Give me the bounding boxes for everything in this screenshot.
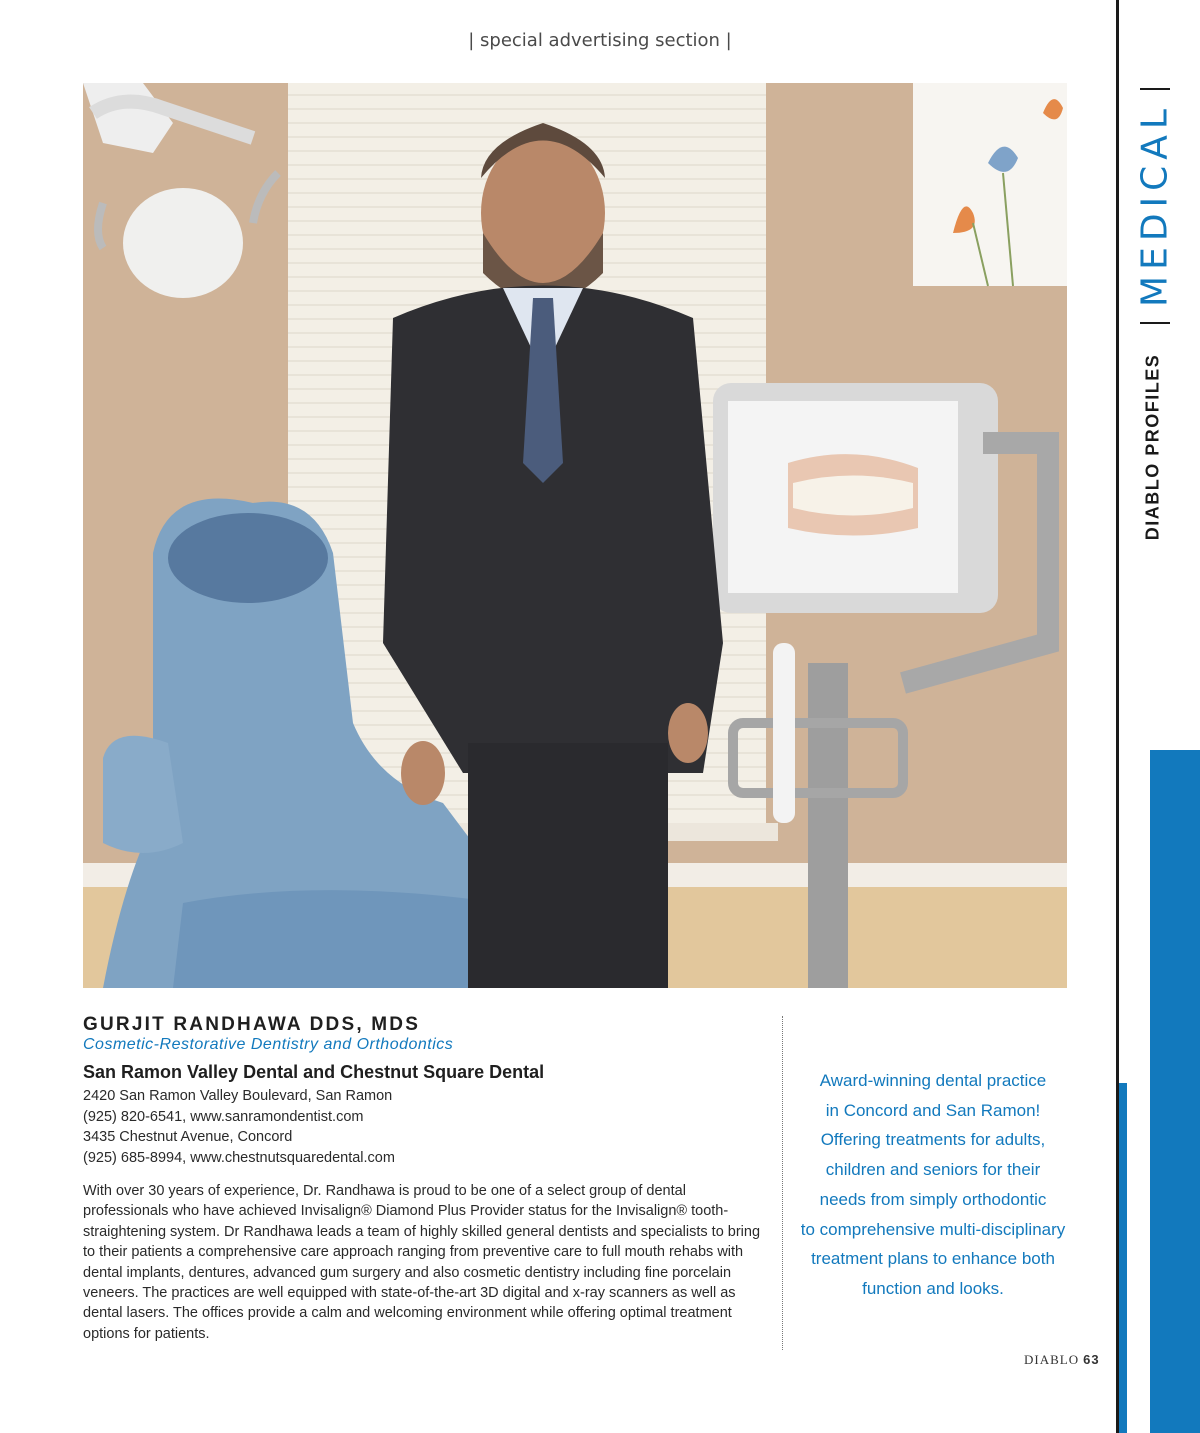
- section-rule-top: [1140, 88, 1170, 90]
- column-divider: [782, 1016, 783, 1350]
- page-number: 63: [1083, 1352, 1100, 1367]
- address-line: (925) 820-6541, www.sanramondentist.com: [83, 1108, 364, 1125]
- profile-photo: [83, 83, 1067, 988]
- accent-bar: [1150, 750, 1200, 1433]
- series-title: DIABLO PROFILES: [1142, 353, 1163, 541]
- practice-name: San Ramon Valley Dental and Chestnut Square Dental: [83, 1062, 545, 1082]
- quote-line: children and seniors for their: [825, 1160, 1041, 1180]
- magazine-name: DIABLO: [1024, 1352, 1080, 1367]
- quote-line: in Concord and San Ramon!: [825, 1100, 1041, 1120]
- address-block: [83, 1086, 395, 1168]
- section-title: MEDICAL: [1134, 103, 1176, 307]
- quote-line: treatment plans to enhance both: [811, 1249, 1055, 1269]
- specialty: Cosmetic-Restorative Dentistry and Orthodontics: [83, 1036, 454, 1053]
- quote-line: function and looks.: [862, 1278, 1004, 1298]
- doctor-name: GURJIT RANDHAWA DDS, MDS: [83, 1014, 421, 1035]
- address-line: 3435 Chestnut Avenue, Concord: [83, 1129, 293, 1145]
- profile-body: With over 30 years of experience, Dr. Randhawa is proud to be one of a select group of dental professionals who have achieved Invisalign® Diamond Plus Provider status for the Invisalign® tooth-straightening system. Dr Randhawa leads a team of highly skilled general dentists and specialists to bring to their patients a comprehensive care approach ranging from preventive care to full mouth rehabs with dental implants, dentures, advanced gum surgery and also cosmetic dentistry including fine porcelain veneers. The practices are well equipped with state-of-the-art 3D digital and x-ray scanners as well as dental lasers. The offices provide a calm and welcoming environment while offering optimal treatment options for patients.: [83, 1183, 761, 1342]
- section-rule-bottom: [1140, 322, 1170, 324]
- address-line: 2420 San Ramon Valley Boulevard, San Ramon: [83, 1088, 393, 1104]
- pull-quote: [795, 1066, 1071, 1304]
- address-line: (925) 685-8994, www.chestnutsquaredental.com: [83, 1149, 395, 1166]
- quote-line: to comprehensive multi-disciplinary: [800, 1219, 1066, 1239]
- section-label: | special advertising section |: [468, 30, 732, 51]
- quote-line: Offering treatments for adults,: [820, 1130, 1046, 1150]
- accent-bar-inner: [1119, 1083, 1127, 1433]
- quote-line: Award-winning dental practice: [819, 1071, 1047, 1090]
- page-folio: [1024, 1352, 1100, 1368]
- quote-line: needs from simply orthodontic: [819, 1189, 1047, 1209]
